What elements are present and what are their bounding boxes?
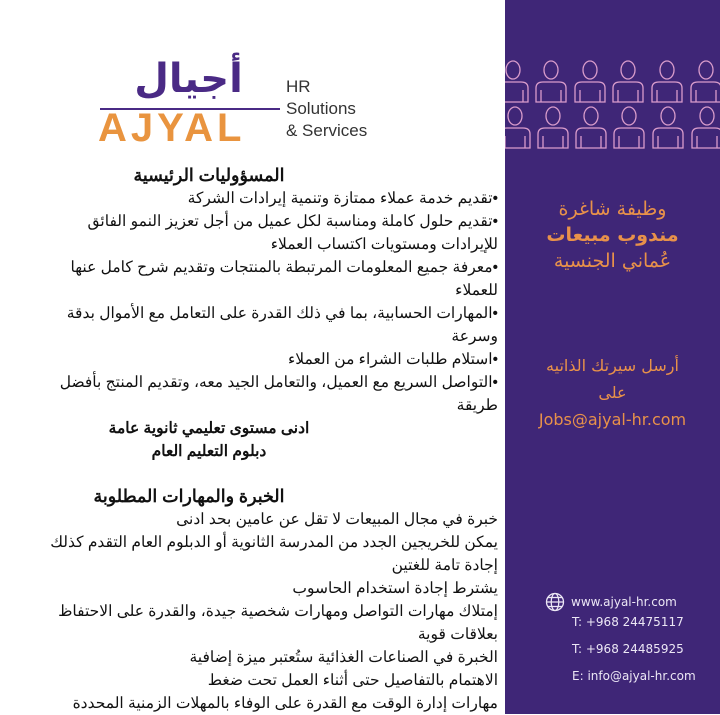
- apply-text: أرسل سيرتك الذاتيه: [546, 356, 679, 375]
- list-item: الخبرة في الصناعات الغذائية ستُعتبر ميزة إضافية: [189, 649, 498, 666]
- list-item: إمتلاك مهارات التواصل ومهارات شخصية جيدة، والقدرة على الاحتفاظ بعلاقات قوية: [58, 603, 498, 643]
- job-title: مندوب مبيعات: [546, 224, 679, 246]
- person-icon: [692, 107, 720, 148]
- job-description: [40, 164, 498, 715]
- person-icon: [576, 107, 606, 148]
- ajyal-logo: [96, 56, 416, 152]
- nationality: عُماني الجنسية: [553, 250, 672, 272]
- list-item: مهارات إدارة الوقت مع القدرة على الوفاء بالمهلات الزمنية المحددة: [72, 695, 498, 712]
- person-icon: [538, 107, 568, 148]
- contact-info: [550, 588, 696, 696]
- education-requirement: ادنى مستوى تعليمي ثانوية عامة: [108, 420, 310, 437]
- education-requirement: دبلوم التعليم العام: [151, 443, 267, 460]
- jobs-email-link[interactable]: Jobs@ajyal-hr.com: [538, 410, 687, 429]
- list-item: يشترط إجادة استخدام الحاسوب: [292, 580, 498, 597]
- tagline-line: Solutions: [286, 99, 356, 118]
- apply-block: [505, 352, 720, 433]
- list-item: الاهتمام بالتفاصيل حتى أثناء العمل تحت ضغط: [207, 672, 498, 689]
- people-icons: [505, 58, 720, 158]
- person-icon: [575, 61, 605, 102]
- list-item: خبرة في مجال المبيعات لا تقل عن عامين بحد ادنى: [176, 511, 498, 528]
- person-icon: [505, 107, 530, 148]
- person-icon: [653, 107, 683, 148]
- responsibilities-title: المسؤوليات الرئيسية: [133, 165, 285, 185]
- tagline-line: HR: [286, 77, 311, 96]
- person-icon: [614, 107, 644, 148]
- logo-arabic: أجيال: [134, 56, 243, 102]
- phone-1: T: +968 24475117: [572, 615, 684, 629]
- list-item: إجادة تامة للغتين: [391, 557, 498, 574]
- website-link[interactable]: www.ajyal-hr.com: [571, 594, 677, 609]
- job-title-block: [505, 196, 720, 274]
- phone-2: T: +968 24485925: [572, 642, 684, 656]
- person-icon: [652, 61, 682, 102]
- side-panel: [505, 0, 720, 714]
- apply-on: على: [598, 383, 627, 402]
- info-email-link[interactable]: E: info@ajyal-hr.com: [572, 669, 696, 683]
- globe-icon: [545, 592, 565, 612]
- skills-title: الخبرة والمهارات المطلوبة: [93, 486, 285, 506]
- person-icon: [505, 61, 528, 102]
- list-item: •استلام طلبات الشراء من العملاء: [287, 351, 498, 368]
- person-icon: [613, 61, 643, 102]
- logo-tagline: [286, 76, 367, 142]
- tagline-line: & Services: [286, 121, 368, 140]
- person-icon: [536, 61, 566, 102]
- list-item: •التواصل السريع مع العميل، والتعامل الجيد معه، وتقديم المنتج بأفضل طريقة: [59, 374, 498, 414]
- list-item: يمكن للخريجين الجدد من المدرسة الثانوية أو الدبلوم العام التقدم كذلك: [50, 534, 498, 551]
- list-item: •المهارات الحسابية، بما في ذلك القدرة على التعامل مع الأموال بدقة وسرعة: [66, 305, 498, 345]
- vacancy-label: وظيفة شاغرة: [558, 198, 667, 220]
- person-icon: [691, 61, 720, 102]
- list-item: •تقديم خدمة عملاء ممتازة وتنمية إيرادات الشركة: [187, 190, 498, 207]
- list-item: •تقديم حلول كاملة ومناسبة لكل عميل من أجل تعزيز النمو الفائق للإيرادات ومستويات اكتساب العملاء: [87, 213, 498, 253]
- list-item: •معرفة جميع المعلومات المرتبطة بالمنتجات وتقديم شرح كامل عنها للعملاء: [70, 259, 498, 299]
- logo-english: AJYAL: [98, 106, 246, 150]
